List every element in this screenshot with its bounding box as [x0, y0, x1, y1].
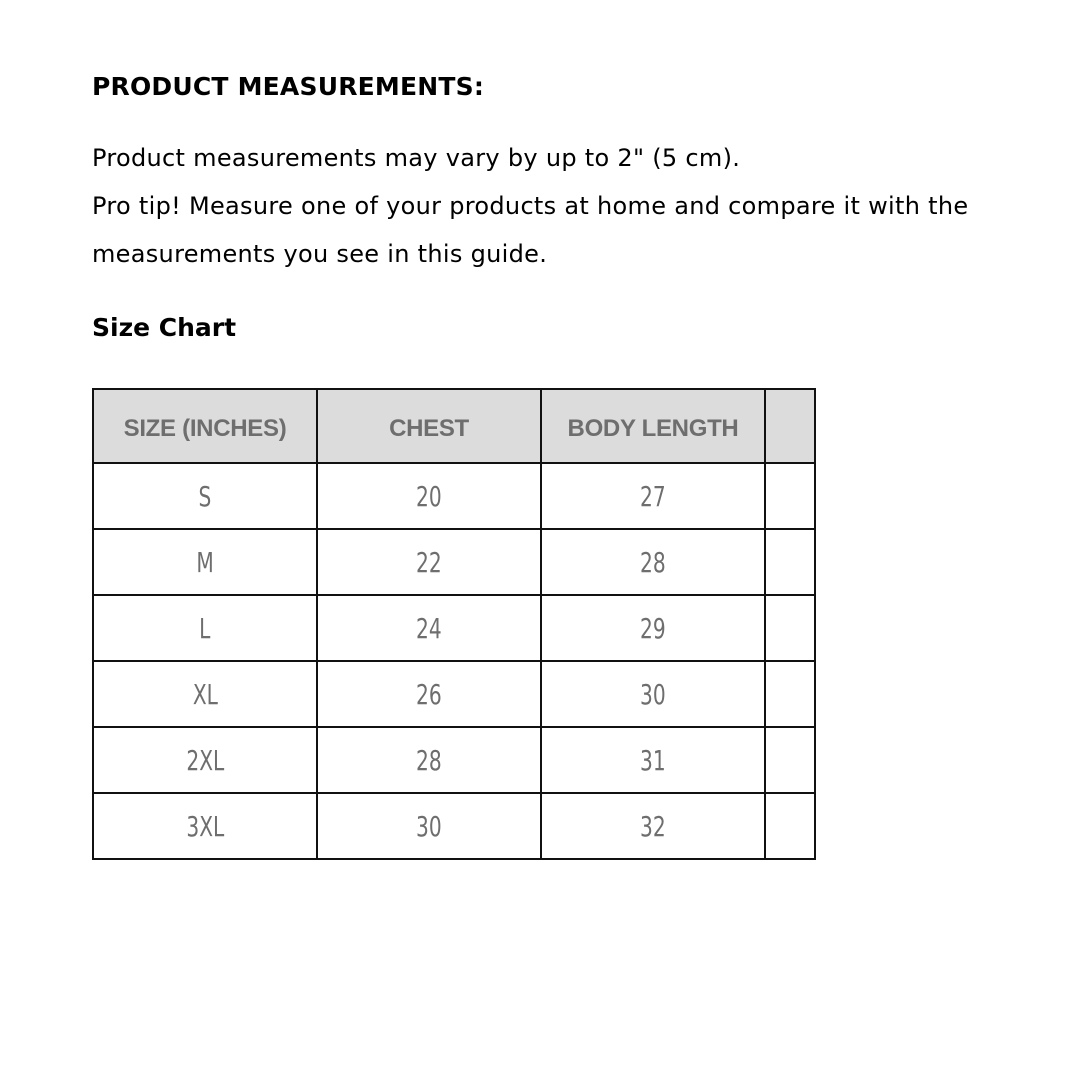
table-row [93, 595, 815, 661]
cell-empty [765, 595, 815, 661]
cell-body-length: 28 [541, 529, 765, 595]
cell-size: S [93, 463, 317, 529]
cell-size: 2XL [93, 727, 317, 793]
note-line: measurements you see in this guide. [92, 240, 548, 268]
measurement-note [92, 134, 1012, 278]
cell-body-length: 27 [541, 463, 765, 529]
size-chart-title: Size Chart [92, 313, 237, 342]
table-row [93, 463, 815, 529]
column-header-empty [765, 389, 815, 463]
cell-chest: 20 [317, 463, 541, 529]
cell-chest: 26 [317, 661, 541, 727]
note-line: Product measurements may vary by up to 2" (5 cm). [92, 144, 741, 172]
cell-empty [765, 793, 815, 859]
cell-chest: 22 [317, 529, 541, 595]
cell-empty [765, 529, 815, 595]
cell-size: L [93, 595, 317, 661]
column-header-size: SIZE (INCHES) [93, 389, 317, 463]
table-row [93, 727, 815, 793]
page-heading: PRODUCT MEASUREMENTS: [92, 72, 485, 101]
cell-size: XL [93, 661, 317, 727]
table-header-row [93, 389, 815, 463]
column-header-body-length: BODY LENGTH [541, 389, 765, 463]
note-line: Pro tip! Measure one of your products at home and compare it with the [92, 192, 969, 220]
table-row [93, 529, 815, 595]
cell-empty [765, 463, 815, 529]
cell-body-length: 29 [541, 595, 765, 661]
cell-chest: 30 [317, 793, 541, 859]
cell-size: M [93, 529, 317, 595]
cell-empty [765, 727, 815, 793]
cell-chest: 24 [317, 595, 541, 661]
table-row [93, 661, 815, 727]
cell-size: 3XL [93, 793, 317, 859]
size-chart-table [92, 388, 816, 860]
cell-body-length: 31 [541, 727, 765, 793]
cell-body-length: 32 [541, 793, 765, 859]
cell-chest: 28 [317, 727, 541, 793]
cell-empty [765, 661, 815, 727]
cell-body-length: 30 [541, 661, 765, 727]
column-header-chest: CHEST [317, 389, 541, 463]
table-row [93, 793, 815, 859]
